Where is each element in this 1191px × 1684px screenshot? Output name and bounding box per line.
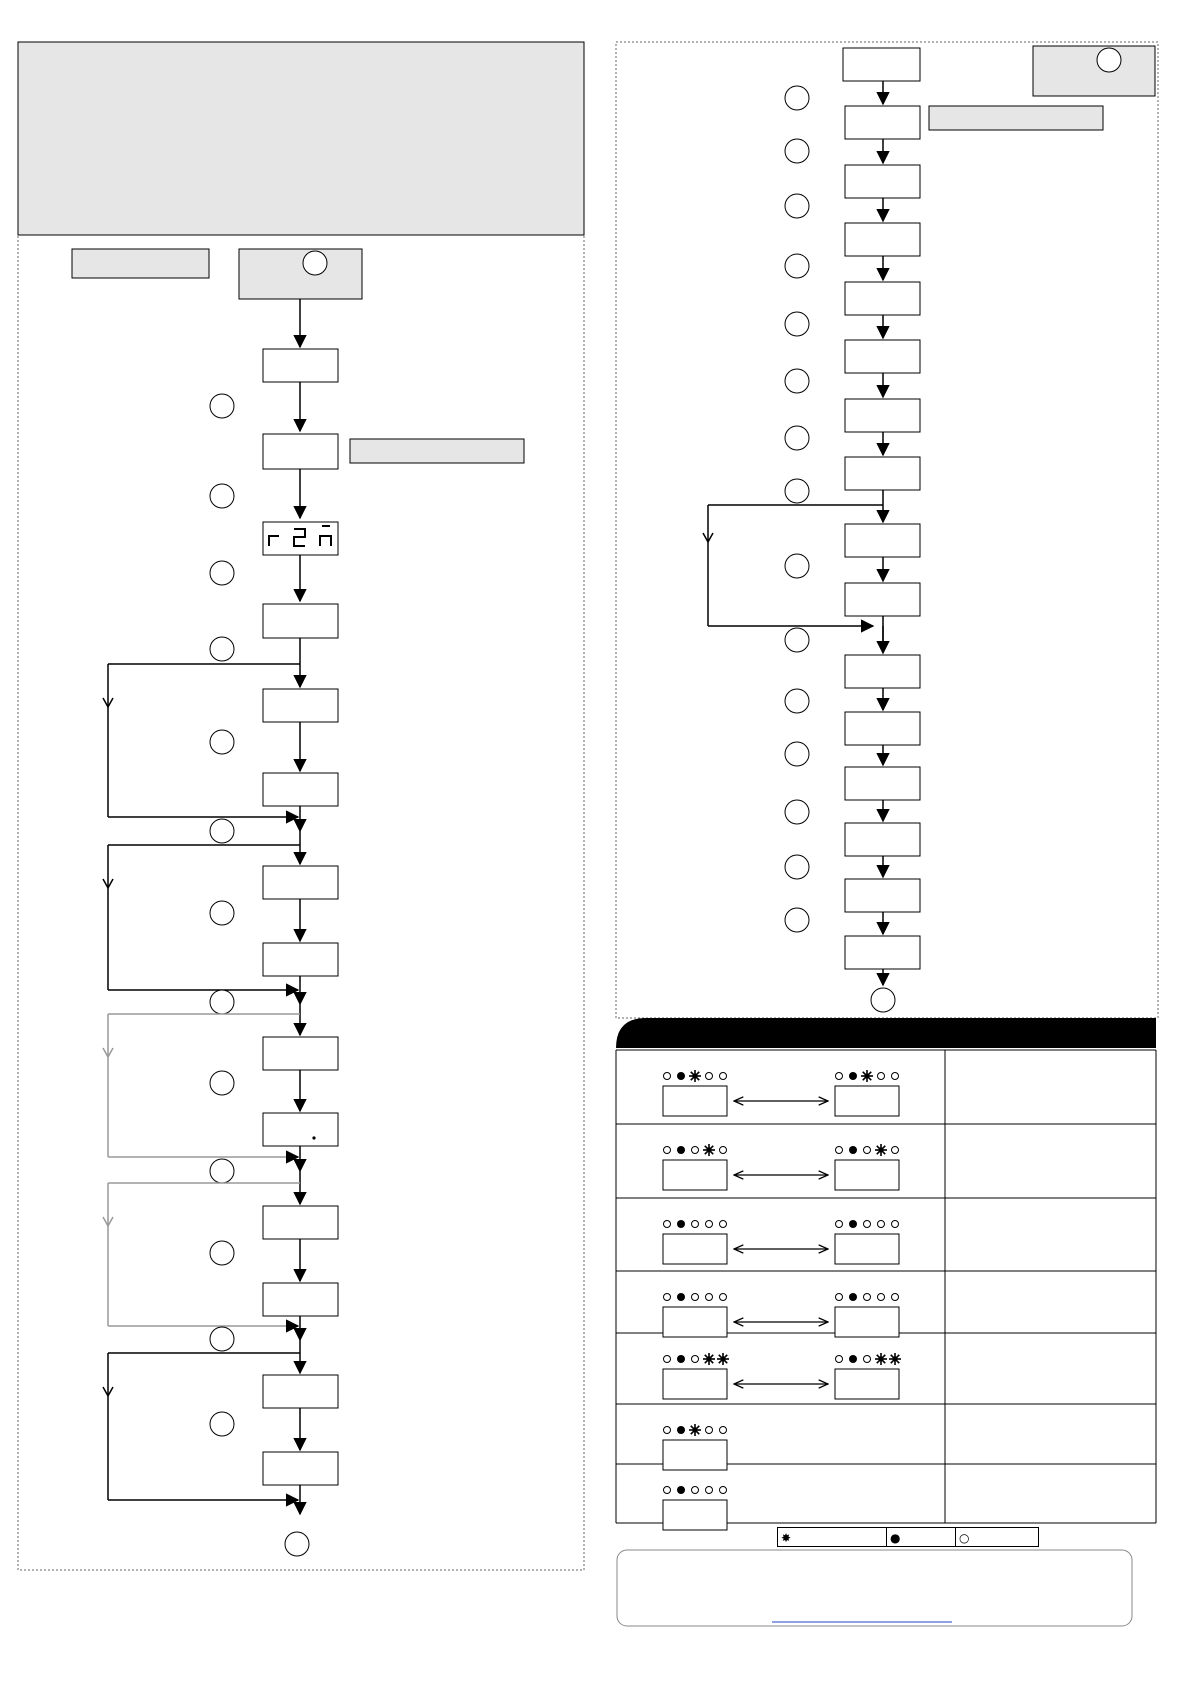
row-6-left-display [663,1440,727,1470]
row-1-right-led-2-core [865,1074,870,1079]
left-loop-1-box-b [263,773,338,806]
left-loop-5-box-a [263,1375,338,1408]
left-loop-1-box-a [263,689,338,722]
left-start-box [239,249,362,299]
row-1-left-led-1 [677,1072,685,1080]
row-2-right-led-1 [849,1146,857,1154]
right-step-box-6 [845,340,920,373]
right-step-circle-4 [785,254,809,278]
row-2-right-led-2 [864,1147,871,1154]
right-end-circle [871,988,895,1012]
right-step-box-14 [845,823,920,856]
lcd-display-r2n [263,522,338,555]
row-4-right-led-0 [836,1294,843,1301]
left-step-circle-2 [210,484,234,508]
row-4-right-display [835,1307,899,1337]
right-step-box-15 [845,879,920,912]
left-loop-3-exit-circle [210,1159,234,1183]
left-loop-4-box-a [263,1206,338,1239]
legend-flashing [777,1527,887,1547]
row-4-right-led-4 [892,1294,899,1301]
on-symbol: ● [890,1531,901,1545]
row-2-right-led-0 [836,1147,843,1154]
row-1-left-led-3 [706,1073,713,1080]
row-3-left-led-2 [692,1221,699,1228]
right-step-circle-15 [785,908,809,932]
right-step-circle-3 [785,194,809,218]
left-step-box-1 [263,349,338,382]
left-end-circle [285,1532,309,1556]
right-start-box [1033,46,1155,96]
right-step-box-2 [845,106,920,139]
right-step-box-1 [843,48,920,81]
row-3-left-led-1 [677,1220,685,1228]
row-2-left-led-3 [703,1144,715,1156]
row-4-left-led-4 [720,1294,727,1301]
row-3-left-display [663,1234,727,1264]
row-3-right-led-4 [892,1221,899,1228]
row-7-left-led-2 [692,1487,699,1494]
row-3-right-led-1 [849,1220,857,1228]
right-step-box-3 [845,165,920,198]
row-5-right-led-4 [889,1353,901,1365]
row-3-right-led-3 [878,1221,885,1228]
row-4-left-led-2 [692,1294,699,1301]
legend-on [886,1527,956,1547]
left-header-box [18,42,584,235]
right-step-box-10 [845,583,920,616]
right-start-step-circle [1097,48,1121,72]
right-step-circle-7 [785,426,809,450]
row-1-right-led-2 [861,1070,873,1082]
right-step-circle-12 [785,742,809,766]
right-step-box-11 [845,655,920,688]
row-5-left-led-4-core [721,1357,726,1362]
row-6-left-led-2-core [693,1428,698,1433]
row-6-left-led-2 [689,1424,701,1436]
row-1-right-display [835,1086,899,1116]
left-step-circle-3 [210,561,234,585]
row-5-left-led-3 [703,1353,715,1365]
footer-link[interactable] [772,1605,952,1621]
row-5-right-led-2 [864,1356,871,1363]
row-4-right-led-1 [849,1293,857,1301]
right-step-circle-8 [785,479,809,503]
row-2-left-led-2 [692,1147,699,1154]
row-3-left-led-3 [706,1221,713,1228]
row-7-left-display [663,1500,727,1530]
right-step-note-box [929,106,1103,130]
row-1-left-led-2-core [693,1074,698,1079]
row-2-left-display [663,1160,727,1190]
right-step-circle-9 [785,554,809,578]
right-step-box-8 [845,457,920,490]
right-step-circle-1 [785,86,809,110]
left-loop-2-box-b [263,943,338,976]
flashing-symbol: ✸ [781,1531,792,1545]
row-4-left-led-0 [664,1294,671,1301]
row-2-right-led-4 [892,1147,899,1154]
row-1-left-led-4 [720,1073,727,1080]
row-5-right-led-3 [875,1353,887,1365]
left-loop-3-box-a [263,1037,338,1070]
row-7-left-led-0 [664,1487,671,1494]
right-flow-group [703,48,920,1012]
row-3-right-led-2 [864,1221,871,1228]
row-7-left-led-4 [720,1487,727,1494]
row-4-right-led-3 [878,1294,885,1301]
right-step-box-4 [845,223,920,256]
right-step-circle-14 [785,855,809,879]
right-step-box-13 [845,767,920,800]
row-6-left-led-3 [706,1427,713,1434]
legend-off [955,1527,1039,1547]
row-2-left-led-4 [720,1147,727,1154]
right-step-box-9 [845,524,920,557]
led-status-table [616,1050,1156,1530]
right-step-box-16 [845,936,920,969]
row-1-right-led-4 [892,1073,899,1080]
row-7-left-led-3 [706,1487,713,1494]
left-loop-1-circle [210,730,234,754]
row-6-left-led-0 [664,1427,671,1434]
left-loop-5-circle [210,1412,234,1436]
left-loop-5-box-b [263,1452,338,1485]
right-step-circle-2 [785,139,809,163]
row-5-right-led-0 [836,1356,843,1363]
left-loop-4-exit-circle [210,1327,234,1351]
right-step-box-12 [845,712,920,745]
row-5-left-led-2 [692,1356,699,1363]
left-loop-3-circle [210,1071,234,1095]
left-flow-group [103,299,338,1556]
row-5-left-led-1 [677,1355,685,1363]
row-5-left-led-4 [717,1353,729,1365]
row-1-right-led-0 [836,1073,843,1080]
row-5-right-led-1 [849,1355,857,1363]
right-step-circle-10 [785,628,809,652]
row-2-left-led-3-core [707,1148,712,1153]
row-6-left-led-1 [677,1426,685,1434]
row-2-left-led-1 [677,1146,685,1154]
left-step-circle-1 [210,394,234,418]
left-loop-1-exit-circle [210,819,234,843]
row-5-left-led-3-core [707,1357,712,1362]
table-header-bar [616,1018,1156,1048]
left-loop-2-box-a [263,866,338,899]
row-5-right-display [835,1369,899,1399]
left-dot-display [312,1136,315,1139]
row-1-left-led-2 [689,1070,701,1082]
left-step-circle-4 [210,637,234,661]
left-step-box-3 [263,604,338,638]
row-5-right-led-4-core [893,1357,898,1362]
left-loop-4-box-b [263,1283,338,1316]
row-1-right-led-3 [878,1073,885,1080]
right-step-box-7 [845,399,920,432]
row-1-left-led-0 [664,1073,671,1080]
row-1-left-display [663,1086,727,1116]
right-step-circle-11 [785,689,809,713]
left-loop-2-exit-circle [210,990,234,1014]
right-step-circle-13 [785,800,809,824]
row-3-right-led-0 [836,1221,843,1228]
row-3-left-led-0 [664,1221,671,1228]
row-5-right-led-3-core [879,1357,884,1362]
row-4-right-led-2 [864,1294,871,1301]
row-4-left-led-3 [706,1294,713,1301]
row-3-right-display [835,1234,899,1264]
row-3-left-led-4 [720,1221,727,1228]
off-symbol: ○ [959,1531,970,1545]
row-4-left-led-1 [677,1293,685,1301]
left-label-box [72,249,209,278]
row-2-right-led-3 [875,1144,887,1156]
right-step-circle-5 [785,312,809,336]
left-loop-3-box-b [263,1113,338,1146]
row-2-right-led-3-core [879,1148,884,1153]
row-1-right-led-1 [849,1072,857,1080]
left-side-note-box [350,439,524,463]
left-loop-2-circle [210,901,234,925]
row-5-left-display [663,1369,727,1399]
row-4-left-display [663,1307,727,1337]
left-start-step-circle [303,251,327,275]
left-loop-4-circle [210,1241,234,1265]
row-6-left-led-4 [720,1427,727,1434]
right-step-box-5 [845,282,920,315]
lcd-display-code [270,560,273,561]
row-5-left-led-0 [664,1356,671,1363]
left-step-box-2 [263,434,338,469]
row-7-left-led-1 [677,1486,685,1494]
right-step-circle-6 [785,369,809,393]
row-2-right-display [835,1160,899,1190]
row-2-left-led-0 [664,1147,671,1154]
